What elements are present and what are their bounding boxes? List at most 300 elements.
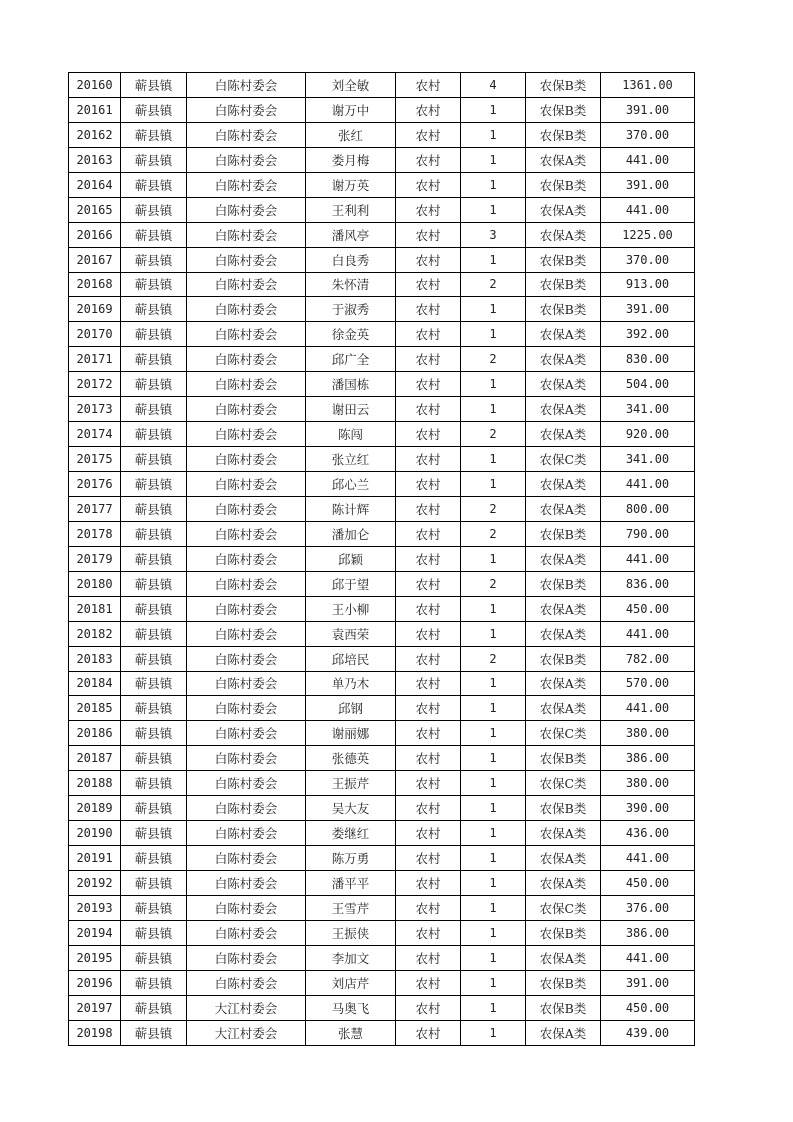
table-row (69, 646, 695, 671)
amount-cell: 441.00 (601, 696, 695, 721)
insurance-category-cell: 农保B类 (526, 746, 601, 771)
person-name-cell: 潘风亭 (306, 222, 396, 247)
village-committee-cell: 大江村委会 (187, 1020, 306, 1045)
town-cell: 蕲县镇 (121, 721, 187, 746)
row-id-cell: 20184 (69, 671, 121, 696)
row-id-cell: 20171 (69, 347, 121, 372)
insurance-category-cell: 农保C类 (526, 447, 601, 472)
town-cell: 蕲县镇 (121, 147, 187, 172)
table-row (69, 895, 695, 920)
amount-cell: 436.00 (601, 821, 695, 846)
amount-cell: 920.00 (601, 422, 695, 447)
insurance-category-cell: 农保B类 (526, 920, 601, 945)
insurance-category-cell: 农保A类 (526, 322, 601, 347)
person-name-cell: 刘店芹 (306, 970, 396, 995)
insurance-category-cell: 农保B类 (526, 73, 601, 98)
member-count-cell: 1 (461, 247, 526, 272)
amount-cell: 441.00 (601, 621, 695, 646)
person-name-cell: 邱培民 (306, 646, 396, 671)
village-committee-cell: 白陈村委会 (187, 97, 306, 122)
insurance-category-cell: 农保B类 (526, 970, 601, 995)
village-committee-cell: 白陈村委会 (187, 297, 306, 322)
amount-cell: 441.00 (601, 945, 695, 970)
insurance-category-cell: 农保A类 (526, 945, 601, 970)
amount-cell: 441.00 (601, 147, 695, 172)
member-count-cell: 1 (461, 721, 526, 746)
member-count-cell: 1 (461, 671, 526, 696)
town-cell: 蕲县镇 (121, 821, 187, 846)
household-type-cell: 农村 (396, 871, 461, 896)
village-committee-cell: 白陈村委会 (187, 546, 306, 571)
village-committee-cell: 白陈村委会 (187, 247, 306, 272)
town-cell: 蕲县镇 (121, 621, 187, 646)
member-count-cell: 1 (461, 1020, 526, 1045)
amount-cell: 450.00 (601, 596, 695, 621)
member-count-cell: 1 (461, 447, 526, 472)
row-id-cell: 20193 (69, 895, 121, 920)
person-name-cell: 陈万勇 (306, 846, 396, 871)
village-committee-cell: 白陈村委会 (187, 970, 306, 995)
member-count-cell: 2 (461, 571, 526, 596)
member-count-cell: 1 (461, 746, 526, 771)
member-count-cell: 2 (461, 422, 526, 447)
table-row (69, 472, 695, 497)
household-type-cell: 农村 (396, 646, 461, 671)
member-count-cell: 1 (461, 147, 526, 172)
insurance-category-cell: 农保A类 (526, 422, 601, 447)
member-count-cell: 1 (461, 172, 526, 197)
household-type-cell: 农村 (396, 746, 461, 771)
row-id-cell: 20166 (69, 222, 121, 247)
member-count-cell: 1 (461, 871, 526, 896)
member-count-cell: 1 (461, 621, 526, 646)
table-row (69, 771, 695, 796)
insurance-category-cell: 农保C类 (526, 895, 601, 920)
village-committee-cell: 白陈村委会 (187, 945, 306, 970)
person-name-cell: 谢万英 (306, 172, 396, 197)
amount-cell: 370.00 (601, 122, 695, 147)
person-name-cell: 王利利 (306, 197, 396, 222)
amount-cell: 341.00 (601, 397, 695, 422)
person-name-cell: 张德英 (306, 746, 396, 771)
town-cell: 蕲县镇 (121, 771, 187, 796)
member-count-cell: 1 (461, 197, 526, 222)
household-type-cell: 农村 (396, 222, 461, 247)
town-cell: 蕲县镇 (121, 1020, 187, 1045)
household-type-cell: 农村 (396, 945, 461, 970)
household-type-cell: 农村 (396, 846, 461, 871)
member-count-cell: 1 (461, 771, 526, 796)
person-name-cell: 潘平平 (306, 871, 396, 896)
person-name-cell: 刘全敏 (306, 73, 396, 98)
insurance-category-cell: 农保B类 (526, 272, 601, 297)
person-name-cell: 王振芹 (306, 771, 396, 796)
row-id-cell: 20176 (69, 472, 121, 497)
village-committee-cell: 白陈村委会 (187, 272, 306, 297)
amount-cell: 504.00 (601, 372, 695, 397)
person-name-cell: 马奥飞 (306, 995, 396, 1020)
village-committee-cell: 大江村委会 (187, 995, 306, 1020)
table-row (69, 347, 695, 372)
row-id-cell: 20164 (69, 172, 121, 197)
row-id-cell: 20167 (69, 247, 121, 272)
household-type-cell: 农村 (396, 422, 461, 447)
household-type-cell: 农村 (396, 771, 461, 796)
person-name-cell: 王振侠 (306, 920, 396, 945)
household-type-cell: 农村 (396, 696, 461, 721)
insurance-category-cell: 农保C类 (526, 721, 601, 746)
village-committee-cell: 白陈村委会 (187, 172, 306, 197)
amount-cell: 386.00 (601, 746, 695, 771)
member-count-cell: 1 (461, 821, 526, 846)
table-row (69, 521, 695, 546)
person-name-cell: 陈计辉 (306, 496, 396, 521)
amount-cell: 370.00 (601, 247, 695, 272)
person-name-cell: 邱钢 (306, 696, 396, 721)
amount-cell: 830.00 (601, 347, 695, 372)
row-id-cell: 20196 (69, 970, 121, 995)
insurance-category-cell: 农保B类 (526, 521, 601, 546)
household-type-cell: 农村 (396, 297, 461, 322)
village-committee-cell: 白陈村委会 (187, 322, 306, 347)
row-id-cell: 20168 (69, 272, 121, 297)
town-cell: 蕲县镇 (121, 546, 187, 571)
table-row (69, 721, 695, 746)
row-id-cell: 20178 (69, 521, 121, 546)
table-body (69, 73, 695, 1046)
row-id-cell: 20174 (69, 422, 121, 447)
row-id-cell: 20188 (69, 771, 121, 796)
household-type-cell: 农村 (396, 372, 461, 397)
household-type-cell: 农村 (396, 397, 461, 422)
town-cell: 蕲县镇 (121, 646, 187, 671)
table-row (69, 397, 695, 422)
row-id-cell: 20160 (69, 73, 121, 98)
town-cell: 蕲县镇 (121, 97, 187, 122)
village-committee-cell: 白陈村委会 (187, 746, 306, 771)
insurance-category-cell: 农保A类 (526, 147, 601, 172)
row-id-cell: 20165 (69, 197, 121, 222)
table-row (69, 571, 695, 596)
town-cell: 蕲县镇 (121, 272, 187, 297)
town-cell: 蕲县镇 (121, 222, 187, 247)
amount-cell: 913.00 (601, 272, 695, 297)
town-cell: 蕲县镇 (121, 746, 187, 771)
table-row (69, 73, 695, 98)
member-count-cell: 2 (461, 347, 526, 372)
table-row (69, 920, 695, 945)
village-committee-cell: 白陈村委会 (187, 696, 306, 721)
town-cell: 蕲县镇 (121, 895, 187, 920)
member-count-cell: 1 (461, 995, 526, 1020)
table-row (69, 297, 695, 322)
household-type-cell: 农村 (396, 496, 461, 521)
member-count-cell: 2 (461, 272, 526, 297)
person-name-cell: 娄继红 (306, 821, 396, 846)
amount-cell: 391.00 (601, 172, 695, 197)
row-id-cell: 20183 (69, 646, 121, 671)
town-cell: 蕲县镇 (121, 247, 187, 272)
person-name-cell: 谢田云 (306, 397, 396, 422)
person-name-cell: 娄月梅 (306, 147, 396, 172)
town-cell: 蕲县镇 (121, 447, 187, 472)
allowance-table (68, 72, 695, 1046)
household-type-cell: 农村 (396, 521, 461, 546)
household-type-cell: 农村 (396, 995, 461, 1020)
person-name-cell: 袁西荣 (306, 621, 396, 646)
person-name-cell: 张红 (306, 122, 396, 147)
insurance-category-cell: 农保A类 (526, 472, 601, 497)
amount-cell: 782.00 (601, 646, 695, 671)
table-row (69, 147, 695, 172)
household-type-cell: 农村 (396, 546, 461, 571)
insurance-category-cell: 农保A类 (526, 1020, 601, 1045)
amount-cell: 800.00 (601, 496, 695, 521)
person-name-cell: 潘加仑 (306, 521, 396, 546)
household-type-cell: 农村 (396, 821, 461, 846)
town-cell: 蕲县镇 (121, 397, 187, 422)
village-committee-cell: 白陈村委会 (187, 571, 306, 596)
insurance-category-cell: 农保A类 (526, 496, 601, 521)
household-type-cell: 农村 (396, 621, 461, 646)
town-cell: 蕲县镇 (121, 73, 187, 98)
town-cell: 蕲县镇 (121, 571, 187, 596)
row-id-cell: 20170 (69, 322, 121, 347)
town-cell: 蕲县镇 (121, 197, 187, 222)
amount-cell: 380.00 (601, 721, 695, 746)
table-row (69, 945, 695, 970)
town-cell: 蕲县镇 (121, 496, 187, 521)
row-id-cell: 20169 (69, 297, 121, 322)
table-row (69, 496, 695, 521)
member-count-cell: 1 (461, 796, 526, 821)
member-count-cell: 1 (461, 97, 526, 122)
person-name-cell: 邱于望 (306, 571, 396, 596)
person-name-cell: 王雪芹 (306, 895, 396, 920)
row-id-cell: 20182 (69, 621, 121, 646)
person-name-cell: 邱颖 (306, 546, 396, 571)
village-committee-cell: 白陈村委会 (187, 920, 306, 945)
person-name-cell: 陈闯 (306, 422, 396, 447)
member-count-cell: 2 (461, 646, 526, 671)
household-type-cell: 农村 (396, 1020, 461, 1045)
insurance-category-cell: 农保B类 (526, 646, 601, 671)
insurance-category-cell: 农保B类 (526, 995, 601, 1020)
insurance-category-cell: 农保A类 (526, 596, 601, 621)
amount-cell: 570.00 (601, 671, 695, 696)
town-cell: 蕲县镇 (121, 521, 187, 546)
town-cell: 蕲县镇 (121, 796, 187, 821)
person-name-cell: 朱怀清 (306, 272, 396, 297)
table-row (69, 322, 695, 347)
row-id-cell: 20189 (69, 796, 121, 821)
town-cell: 蕲县镇 (121, 871, 187, 896)
insurance-category-cell: 农保A类 (526, 372, 601, 397)
table-row (69, 621, 695, 646)
village-committee-cell: 白陈村委会 (187, 821, 306, 846)
amount-cell: 441.00 (601, 197, 695, 222)
table-row (69, 272, 695, 297)
row-id-cell: 20185 (69, 696, 121, 721)
amount-cell: 790.00 (601, 521, 695, 546)
member-count-cell: 4 (461, 73, 526, 98)
village-committee-cell: 白陈村委会 (187, 596, 306, 621)
village-committee-cell: 白陈村委会 (187, 347, 306, 372)
person-name-cell: 潘国栋 (306, 372, 396, 397)
insurance-category-cell: 农保A类 (526, 621, 601, 646)
village-committee-cell: 白陈村委会 (187, 721, 306, 746)
household-type-cell: 农村 (396, 970, 461, 995)
amount-cell: 836.00 (601, 571, 695, 596)
member-count-cell: 2 (461, 521, 526, 546)
member-count-cell: 1 (461, 920, 526, 945)
insurance-category-cell: 农保A类 (526, 222, 601, 247)
town-cell: 蕲县镇 (121, 372, 187, 397)
row-id-cell: 20195 (69, 945, 121, 970)
person-name-cell: 谢丽娜 (306, 721, 396, 746)
town-cell: 蕲县镇 (121, 945, 187, 970)
insurance-category-cell: 农保B类 (526, 122, 601, 147)
row-id-cell: 20187 (69, 746, 121, 771)
table-row (69, 172, 695, 197)
amount-cell: 341.00 (601, 447, 695, 472)
row-id-cell: 20179 (69, 546, 121, 571)
household-type-cell: 农村 (396, 920, 461, 945)
amount-cell: 386.00 (601, 920, 695, 945)
town-cell: 蕲县镇 (121, 347, 187, 372)
member-count-cell: 1 (461, 372, 526, 397)
table-row (69, 596, 695, 621)
row-id-cell: 20181 (69, 596, 121, 621)
household-type-cell: 农村 (396, 447, 461, 472)
household-type-cell: 农村 (396, 347, 461, 372)
insurance-category-cell: 农保A类 (526, 197, 601, 222)
member-count-cell: 3 (461, 222, 526, 247)
insurance-category-cell: 农保A类 (526, 546, 601, 571)
table-row (69, 746, 695, 771)
person-name-cell: 李加文 (306, 945, 396, 970)
amount-cell: 441.00 (601, 472, 695, 497)
household-type-cell: 农村 (396, 272, 461, 297)
amount-cell: 392.00 (601, 322, 695, 347)
insurance-category-cell: 农保A类 (526, 821, 601, 846)
village-committee-cell: 白陈村委会 (187, 871, 306, 896)
insurance-category-cell: 农保B类 (526, 796, 601, 821)
amount-cell: 1361.00 (601, 73, 695, 98)
row-id-cell: 20173 (69, 397, 121, 422)
person-name-cell: 张立红 (306, 447, 396, 472)
village-committee-cell: 白陈村委会 (187, 671, 306, 696)
village-committee-cell: 白陈村委会 (187, 496, 306, 521)
member-count-cell: 1 (461, 970, 526, 995)
insurance-category-cell: 农保A类 (526, 696, 601, 721)
town-cell: 蕲县镇 (121, 472, 187, 497)
member-count-cell: 1 (461, 546, 526, 571)
amount-cell: 376.00 (601, 895, 695, 920)
insurance-category-cell: 农保A类 (526, 846, 601, 871)
table-row (69, 122, 695, 147)
member-count-cell: 1 (461, 397, 526, 422)
person-name-cell: 单乃木 (306, 671, 396, 696)
person-name-cell: 邱广全 (306, 347, 396, 372)
village-committee-cell: 白陈村委会 (187, 422, 306, 447)
row-id-cell: 20190 (69, 821, 121, 846)
table-row (69, 222, 695, 247)
insurance-category-cell: 农保B类 (526, 571, 601, 596)
table-row (69, 871, 695, 896)
person-name-cell: 于淑秀 (306, 297, 396, 322)
household-type-cell: 农村 (396, 147, 461, 172)
town-cell: 蕲县镇 (121, 995, 187, 1020)
village-committee-cell: 白陈村委会 (187, 372, 306, 397)
amount-cell: 380.00 (601, 771, 695, 796)
household-type-cell: 农村 (396, 671, 461, 696)
table-row (69, 97, 695, 122)
amount-cell: 390.00 (601, 796, 695, 821)
town-cell: 蕲县镇 (121, 920, 187, 945)
member-count-cell: 1 (461, 596, 526, 621)
town-cell: 蕲县镇 (121, 970, 187, 995)
table-row (69, 696, 695, 721)
household-type-cell: 农村 (396, 73, 461, 98)
row-id-cell: 20194 (69, 920, 121, 945)
row-id-cell: 20162 (69, 122, 121, 147)
insurance-category-cell: 农保B类 (526, 172, 601, 197)
household-type-cell: 农村 (396, 895, 461, 920)
amount-cell: 441.00 (601, 546, 695, 571)
village-committee-cell: 白陈村委会 (187, 846, 306, 871)
town-cell: 蕲县镇 (121, 422, 187, 447)
person-name-cell: 吴大友 (306, 796, 396, 821)
row-id-cell: 20186 (69, 721, 121, 746)
insurance-category-cell: 农保B类 (526, 97, 601, 122)
town-cell: 蕲县镇 (121, 297, 187, 322)
person-name-cell: 谢万中 (306, 97, 396, 122)
member-count-cell: 1 (461, 297, 526, 322)
village-committee-cell: 白陈村委会 (187, 73, 306, 98)
amount-cell: 391.00 (601, 970, 695, 995)
household-type-cell: 农村 (396, 197, 461, 222)
household-type-cell: 农村 (396, 472, 461, 497)
table-row (69, 995, 695, 1020)
row-id-cell: 20172 (69, 372, 121, 397)
town-cell: 蕲县镇 (121, 596, 187, 621)
row-id-cell: 20192 (69, 871, 121, 896)
household-type-cell: 农村 (396, 571, 461, 596)
row-id-cell: 20161 (69, 97, 121, 122)
person-name-cell: 徐金英 (306, 322, 396, 347)
village-committee-cell: 白陈村委会 (187, 796, 306, 821)
table-row (69, 970, 695, 995)
village-committee-cell: 白陈村委会 (187, 147, 306, 172)
village-committee-cell: 白陈村委会 (187, 771, 306, 796)
member-count-cell: 1 (461, 895, 526, 920)
person-name-cell: 张慧 (306, 1020, 396, 1045)
person-name-cell: 邱心兰 (306, 472, 396, 497)
village-committee-cell: 白陈村委会 (187, 646, 306, 671)
town-cell: 蕲县镇 (121, 696, 187, 721)
table-row (69, 796, 695, 821)
table-row (69, 846, 695, 871)
amount-cell: 391.00 (601, 97, 695, 122)
member-count-cell: 1 (461, 945, 526, 970)
insurance-category-cell: 农保B类 (526, 297, 601, 322)
village-committee-cell: 白陈村委会 (187, 472, 306, 497)
insurance-category-cell: 农保A类 (526, 671, 601, 696)
amount-cell: 1225.00 (601, 222, 695, 247)
amount-cell: 439.00 (601, 1020, 695, 1045)
town-cell: 蕲县镇 (121, 122, 187, 147)
